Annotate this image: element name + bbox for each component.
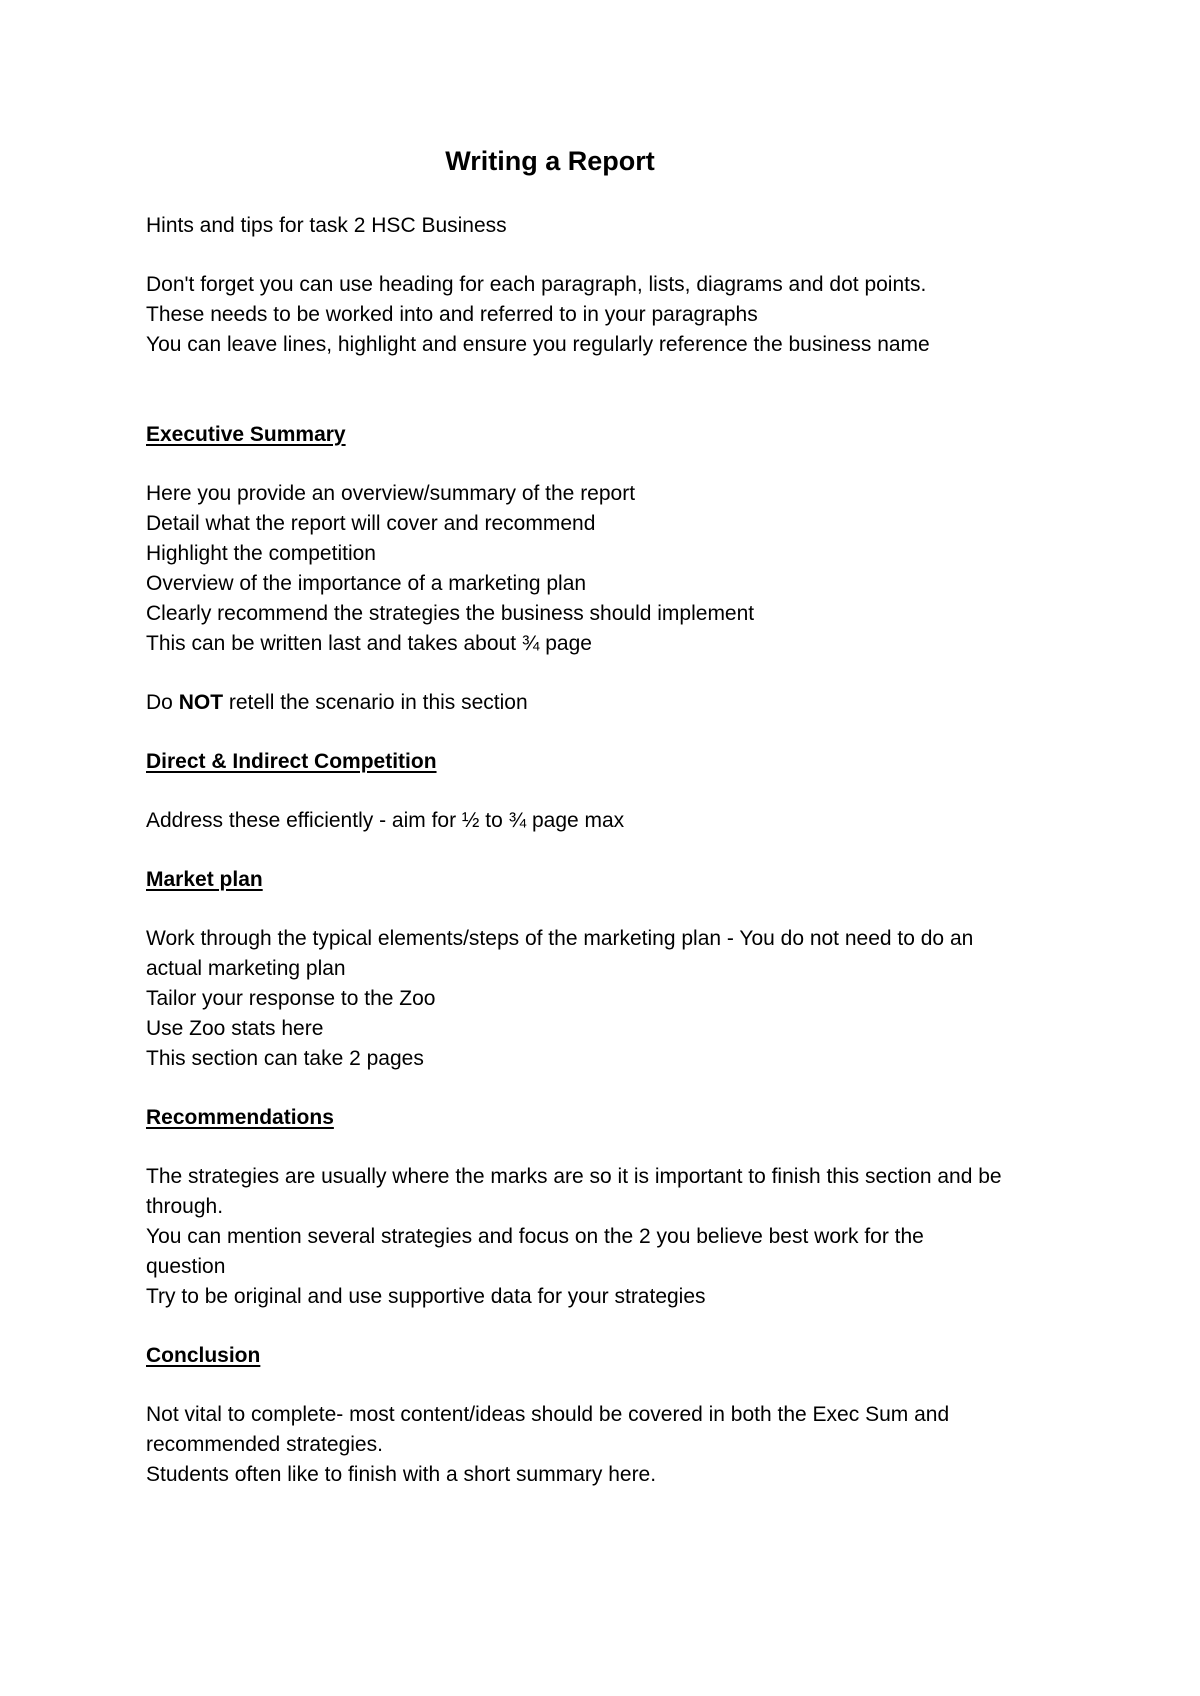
executive-summary-line: This can be written last and takes about ¾ page <box>146 632 592 655</box>
competition-line: Address these efficiently - aim for ½ to ¾ page max <box>146 809 625 832</box>
note-suffix: retell the scenario in this section <box>223 691 528 714</box>
market-plan-line: actual marketing plan <box>146 957 346 980</box>
executive-summary-line: Here you provide an overview/summary of the report <box>146 482 636 505</box>
recommendations-line: through. <box>146 1195 224 1218</box>
market-plan-line: Use Zoo stats here <box>146 1017 324 1040</box>
recommendations-line: Try to be original and use supportive data for your strategies <box>146 1285 706 1308</box>
intro-line: Don't forget you can use heading for each paragraph, lists, diagrams and dot points. <box>146 273 927 296</box>
document-body <box>146 211 1066 1490</box>
conclusion-line: Not vital to complete- most content/ideas should be covered in both the Exec Sum and <box>146 1403 950 1426</box>
market-plan-line: This section can take 2 pages <box>146 1047 424 1070</box>
recommendations-line: question <box>146 1255 226 1278</box>
executive-summary-line: Overview of the importance of a marketing plan <box>146 572 587 595</box>
intro-line: You can leave lines, highlight and ensure you regularly reference the business name <box>146 333 930 356</box>
section-heading-recommendations: Recommendations <box>146 1106 334 1129</box>
note-prefix: Do <box>146 691 179 714</box>
section-heading-market-plan: Market plan <box>146 868 263 891</box>
recommendations-line: The strategies are usually where the marks are so it is important to finish this section and be <box>146 1165 1002 1188</box>
market-plan-line: Work through the typical elements/steps of the marketing plan - You do not need to do an <box>146 927 974 950</box>
recommendations-line: You can mention several strategies and focus on the 2 you believe best work for the <box>146 1225 924 1248</box>
section-heading-competition: Direct & Indirect Competition <box>146 750 437 773</box>
intro-subtitle: Hints and tips for task 2 HSC Business <box>146 214 507 237</box>
intro-line: These needs to be worked into and referred to in your paragraphs <box>146 303 758 326</box>
page-title: Writing a Report <box>445 146 655 176</box>
section-heading-executive-summary: Executive Summary <box>146 423 346 446</box>
conclusion-line: recommended strategies. <box>146 1433 383 1456</box>
conclusion-line: Students often like to finish with a short summary here. <box>146 1463 657 1486</box>
executive-summary-line: Clearly recommend the strategies the business should implement <box>146 602 755 625</box>
executive-summary-note <box>146 688 1066 718</box>
section-heading-conclusion: Conclusion <box>146 1344 261 1367</box>
executive-summary-line: Highlight the competition <box>146 542 376 565</box>
market-plan-line: Tailor your response to the Zoo <box>146 987 436 1010</box>
note-emphasis: NOT <box>178 691 224 714</box>
executive-summary-line: Detail what the report will cover and recommend <box>146 512 596 535</box>
